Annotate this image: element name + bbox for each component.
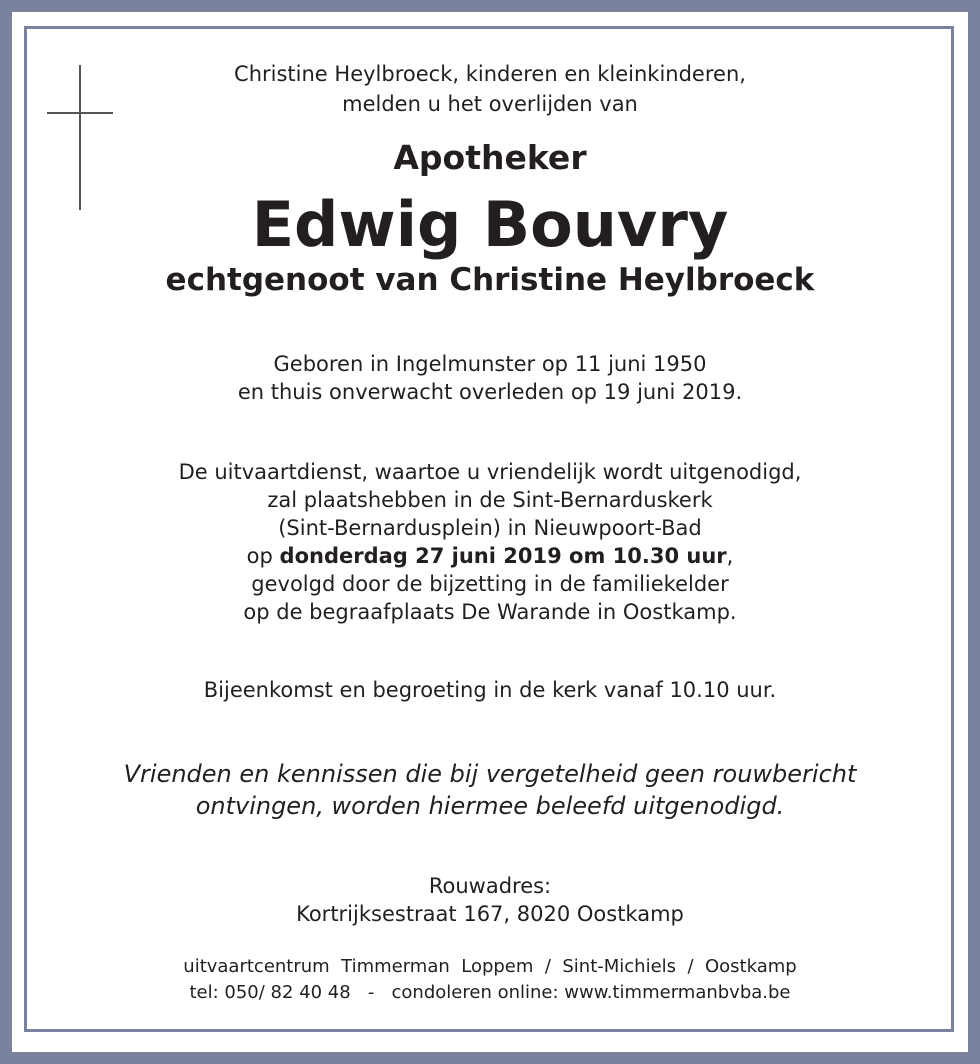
spouse-line: echtgenoot van Christine Heylbroeck (165, 262, 815, 298)
service-line-1: De uitvaartdienst, waartoe u vriendelijk wordt uitgenodigd, (178, 460, 802, 484)
address-line: Kortrijksestraat 167, 8020 Oostkamp (296, 902, 684, 926)
service-line-4 (12, 544, 968, 568)
announcement-card (12, 12, 968, 1052)
deceased-title: Apotheker (393, 138, 587, 177)
service-date-prefix: op (246, 544, 280, 568)
footer-line-1: uitvaartcentrum Timmerman Loppem / Sint-Michiels / Oostkamp (183, 956, 797, 977)
intro-line-2: melden u het overlijden van (342, 92, 638, 116)
invitation-line-1: Vrienden en kennissen die bij vergetelheid geen rouwbericht (123, 760, 857, 788)
address-label: Rouwadres: (428, 874, 552, 898)
deceased-name: Edwig Bouvry (251, 188, 729, 261)
invitation-line-2: ontvingen, worden hiermee beleefd uitgenodigd. (195, 792, 785, 820)
service-line-5: gevolgd door de bijzetting in de familiekelder (251, 572, 729, 596)
birth-line: Geboren in Ingelmunster op 11 juni 1950 (273, 352, 707, 376)
service-date-suffix: , (726, 544, 734, 568)
gathering-line: Bijeenkomst en begroeting in de kerk vanaf 10.10 uur. (203, 678, 777, 702)
footer-line-2: tel: 050/ 82 40 48 - condoleren online: www.timmermanbvba.be (189, 982, 791, 1003)
service-line-6: op de begraafplaats De Warande in Oostkamp. (243, 600, 737, 624)
intro-line-1: Christine Heylbroeck, kinderen en kleinkinderen, (234, 62, 746, 86)
service-line-3: (Sint-Bernardusplein) in Nieuwpoort-Bad (278, 516, 702, 540)
service-line-2: zal plaatshebben in de Sint-Bernarduskerk (267, 488, 713, 512)
service-date: donderdag 27 juni 2019 om 10.30 uur (279, 544, 727, 568)
death-line: en thuis onverwacht overleden op 19 juni 2019. (237, 380, 743, 404)
